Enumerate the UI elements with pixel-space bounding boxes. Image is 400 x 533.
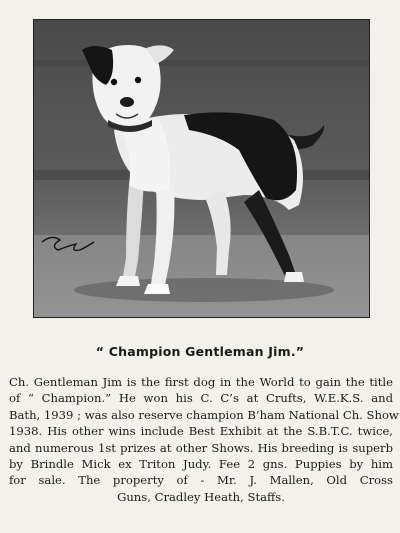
caption-title: “ Champion Gentleman Jim.” — [95, 344, 305, 359]
dog-photograph — [33, 19, 370, 318]
description-line: 1938. His other wins include Best Exhibit at the S.B.T.C. twice, — [9, 424, 393, 439]
description-line: of “ Champion.” He won his C. C’s at Crufts, W.E.K.S. and — [9, 391, 393, 406]
description-line: Ch. Gentleman Jim is the first dog in the World to gain the title — [9, 375, 393, 389]
dog-image — [34, 20, 369, 317]
description-line: Bath, 1939 ; was also reserve champion B’ham National Ch. Show — [9, 407, 399, 422]
description-line: by Brindle Mick ex Triton Judy. Fee 2 gns. Puppies by him — [9, 457, 393, 472]
description-line: for sale. The property of - Mr. J. Mallen, Old Cross — [9, 473, 393, 488]
description-line: and numerous 1st prizes at other Shows. His breeding is superb — [9, 440, 393, 455]
description-line: Guns, Cradley Heath, Staffs. — [117, 489, 285, 504]
description-paragraph — [9, 374, 399, 505]
